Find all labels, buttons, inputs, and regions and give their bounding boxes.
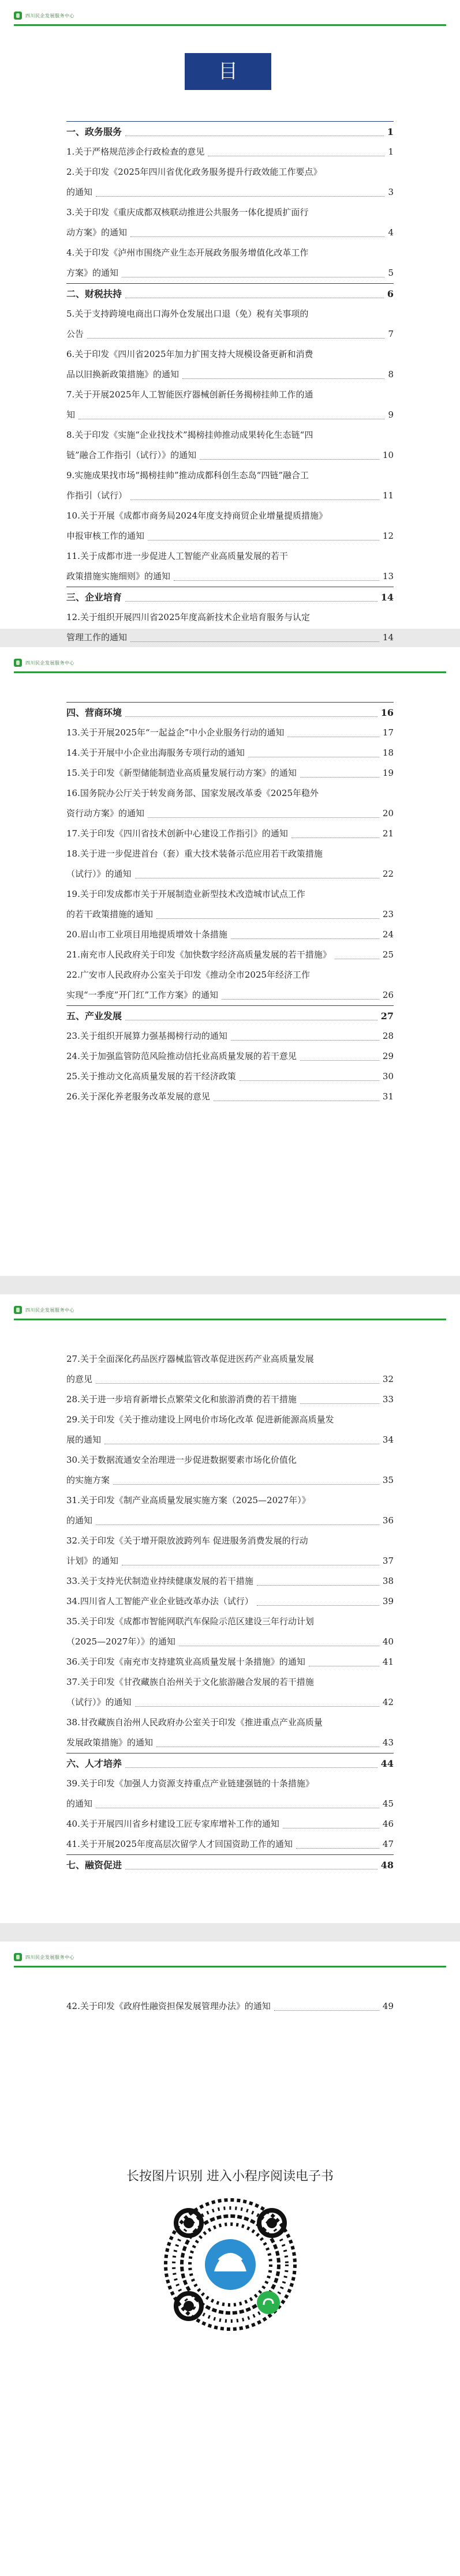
brand-name: 四川民企发展服务中心 bbox=[25, 660, 74, 666]
toc-entry-title: 24.关于加强监管防范风险推动信托业高质量发展的若干意见 bbox=[66, 1051, 297, 1061]
toc-entry-title-cont: 品以旧换新政策措施》的通知 bbox=[66, 369, 179, 380]
toc-entry-title: 11.关于成都市进一步促进人工智能产业高质量发展的若干 bbox=[66, 551, 288, 561]
toc-page-3 bbox=[0, 1294, 460, 1923]
toc-entry[interactable] bbox=[66, 844, 394, 884]
toc-entry[interactable] bbox=[66, 763, 394, 783]
toc-entry[interactable] bbox=[66, 1390, 394, 1410]
toc-entry[interactable] bbox=[66, 344, 394, 385]
toc-list bbox=[66, 1996, 394, 2017]
toc-page-number: 40 bbox=[382, 1636, 394, 1647]
toc-page-number: 25 bbox=[382, 949, 394, 960]
toc-page-number: 1 bbox=[387, 126, 394, 137]
toc-entry-title: 35.关于印发《成都市智能网联汽车保险示范区建设三年行动计划 bbox=[66, 1616, 314, 1627]
page-header bbox=[14, 1953, 74, 1961]
toc-leader bbox=[135, 1706, 379, 1707]
qr-code-icon[interactable] bbox=[161, 2195, 300, 2334]
toc-entry[interactable] bbox=[66, 243, 394, 283]
toc-leader bbox=[125, 1767, 377, 1768]
toc-page-number: 9 bbox=[388, 410, 394, 420]
toc-entry[interactable] bbox=[66, 1067, 394, 1087]
toc-entry-title-cont: 公告 bbox=[66, 329, 84, 339]
toc-entry-title: 41.关于开展2025年度高层次留学人才回国资助工作的通知 bbox=[66, 1839, 293, 1849]
header-rule bbox=[14, 1966, 446, 1967]
toc-entry-title: 42.关于印发《政府性融资担保发展管理办法》的通知 bbox=[66, 2001, 271, 2011]
toc-page-number: 14 bbox=[380, 592, 394, 603]
toc-leader bbox=[156, 918, 379, 919]
toc-page-number: 22 bbox=[382, 869, 394, 879]
toc-leader bbox=[148, 817, 379, 818]
toc-page-number: 45 bbox=[382, 1798, 394, 1809]
toc-leader bbox=[240, 1080, 379, 1081]
toc-page-number: 27 bbox=[380, 1011, 394, 1022]
toc-section[interactable] bbox=[66, 284, 394, 304]
toc-page-number: 8 bbox=[388, 369, 394, 380]
toc-entry-title-cont: 展的通知 bbox=[66, 1435, 102, 1445]
toc-entry-title: 五、产业发展 bbox=[66, 1011, 122, 1022]
header-rule bbox=[14, 24, 446, 26]
toc-leader bbox=[231, 938, 379, 939]
toc-entry[interactable] bbox=[66, 945, 394, 965]
toc-entry[interactable] bbox=[66, 884, 394, 925]
toc-entry-title-cont: （2025—2027年）》的通知 bbox=[66, 1636, 175, 1647]
toc-entry-title: 17.关于印发《四川省技术创新中心建设工作指引》的通知 bbox=[66, 828, 288, 839]
toc-entry[interactable] bbox=[66, 1046, 394, 1067]
toc-page-number: 16 bbox=[380, 707, 394, 718]
toc-leader bbox=[125, 601, 377, 602]
toc-entry[interactable] bbox=[66, 506, 394, 546]
toc-page-number: 42 bbox=[382, 1697, 394, 1707]
toc-page-number: 30 bbox=[382, 1071, 394, 1082]
toc-entry[interactable] bbox=[66, 1996, 394, 2017]
toc-entry-title-cont: 的若干政策措施的通知 bbox=[66, 909, 154, 919]
toc-page-number: 49 bbox=[382, 2001, 394, 2011]
toc-page-number: 46 bbox=[382, 1819, 394, 1829]
toc-page-number: 12 bbox=[382, 531, 394, 541]
toc-entry-title: 36.关于印发《南充市支持建筑业高质量发展十条措施》的通知 bbox=[66, 1657, 305, 1667]
toc-entry-title: 6.关于印发《四川省2025年加力扩围支持大规模设备更新和消费 bbox=[66, 349, 313, 359]
toc-entry-title-cont: 作指引（试行） bbox=[66, 490, 128, 501]
toc-leader bbox=[130, 236, 384, 237]
toc-entry-title: 28.关于进一步培育新增长点繁荣文化和旅游消费的若干措施 bbox=[66, 1394, 297, 1405]
toc-page-4 bbox=[0, 1942, 460, 2576]
toc-title: 目 录 bbox=[185, 53, 271, 90]
brand-logo-icon bbox=[14, 12, 22, 20]
toc-leader bbox=[231, 1040, 379, 1041]
toc-section[interactable] bbox=[66, 587, 394, 607]
toc-page-number: 33 bbox=[382, 1394, 394, 1405]
toc-entry-title: 37.关于印发《甘孜藏族自治州关于文化旅游融合发展的若干措施 bbox=[66, 1677, 314, 1687]
toc-entry-title: 27.关于全面深化药品医疗器械监管改革促进医药产业高质量发展 bbox=[66, 1354, 314, 1364]
toc-entry-title-cont: 知 bbox=[66, 410, 76, 420]
toc-entry[interactable] bbox=[66, 385, 394, 425]
toc-entry[interactable] bbox=[66, 1450, 394, 1490]
toc-entry-title: 三、企业培育 bbox=[66, 592, 122, 603]
toc-page-number: 7 bbox=[388, 329, 394, 339]
toc-entry[interactable] bbox=[66, 723, 394, 743]
toc-entry-title: 14.关于开展中小企业出海服务专项行动的通知 bbox=[66, 748, 245, 758]
toc-entry-title: 40.关于开展四川省乡村建设工匠专家库增补工作的通知 bbox=[66, 1819, 279, 1829]
toc-page-number: 39 bbox=[382, 1596, 394, 1606]
toc-entry-title: 39.关于印发《加强人力资源支持重点产业链建强链的十条措施》 bbox=[66, 1778, 314, 1789]
toc-page-number: 21 bbox=[382, 828, 394, 839]
toc-page-number: 34 bbox=[382, 1435, 394, 1445]
toc-entry-title-cont: 的通知 bbox=[66, 1515, 93, 1526]
toc-entry-title: 21.南充市人民政府关于印发《加快数字经济高质量发展的若干措施》 bbox=[66, 949, 331, 960]
toc-entry[interactable] bbox=[66, 304, 394, 344]
toc-entry-title-cont: 的通知 bbox=[66, 187, 93, 197]
toc-section[interactable] bbox=[66, 1006, 394, 1026]
toc-entry-title: 七、融资促进 bbox=[66, 1860, 122, 1871]
toc-entry-title: 9.实施成果找市场“揭榜挂帅”推动成都科创生态岛“四链”融合工 bbox=[66, 470, 309, 480]
toc-entry-title: 13.关于开展2025年“一起益企”中小企业服务行动的通知 bbox=[66, 727, 285, 738]
toc-entry[interactable] bbox=[66, 142, 394, 162]
toc-entry-title-cont: 管理工作的通知 bbox=[66, 632, 128, 643]
toc-entry-title: 一、政务服务 bbox=[66, 126, 122, 137]
header-rule bbox=[14, 671, 446, 673]
toc-leader bbox=[130, 641, 379, 642]
toc-entry-title: 8.关于印发《实施“企业找技术”揭榜挂帅推动成果转化生态链“四 bbox=[66, 430, 313, 440]
toc-leader bbox=[113, 1484, 379, 1485]
toc-entry-title: 2.关于印发《2025年四川省优化政务服务提升行政效能工作要点》 bbox=[66, 167, 322, 177]
toc-entry[interactable] bbox=[66, 1490, 394, 1531]
brand-name: 四川民企发展服务中心 bbox=[25, 1307, 74, 1313]
toc-entry-title-cont: 的实施方案 bbox=[66, 1475, 110, 1485]
toc-entry[interactable] bbox=[66, 1026, 394, 1046]
toc-entry[interactable] bbox=[66, 546, 394, 587]
toc-entry[interactable] bbox=[66, 925, 394, 945]
toc-entry-title: 18.关于进一步促进首台（套）重大技术装备示范应用若干政策措施 bbox=[66, 848, 323, 859]
toc-entry-title: 四、营商环境 bbox=[66, 707, 122, 718]
toc-leader bbox=[274, 2010, 379, 2011]
toc-entry-title-cont: 方案》的通知 bbox=[66, 268, 119, 278]
toc-entry-title: 23.关于组织开展算力强基揭榜行动的通知 bbox=[66, 1031, 227, 1041]
toc-entry-title: 25.关于推动文化高质量发展的若干经济政策 bbox=[66, 1071, 236, 1082]
brand-logo-icon bbox=[14, 1953, 22, 1961]
toc-page-number: 38 bbox=[382, 1576, 394, 1586]
toc-section[interactable] bbox=[66, 122, 394, 142]
toc-entry-title-cont: 实现“一季度”开门红”工作方案》的通知 bbox=[66, 990, 219, 1000]
toc-section[interactable] bbox=[66, 1855, 394, 1875]
toc-page-number: 3 bbox=[388, 187, 394, 197]
toc-leader bbox=[96, 1383, 379, 1384]
toc-entry[interactable] bbox=[66, 465, 394, 506]
toc-entry-title-cont: 计划》的通知 bbox=[66, 1556, 119, 1566]
toc-entry[interactable] bbox=[66, 1410, 394, 1450]
toc-entry-title-cont: 申报审核工作的通知 bbox=[66, 531, 145, 541]
toc-page-number: 43 bbox=[382, 1737, 394, 1748]
toc-page-number: 36 bbox=[382, 1515, 394, 1526]
toc-leader bbox=[174, 580, 379, 581]
toc-leader bbox=[257, 1585, 379, 1586]
toc-entry-title: 38.甘孜藏族自治州人民政府办公室关于印发《推进重点产业高质量 bbox=[66, 1717, 323, 1728]
toc-entry-title: 3.关于印发《重庆成都双核联动推进公共服务一体化提质扩面行 bbox=[66, 207, 309, 217]
toc-entry-title: 29.关于印发《关于推动建设上网电价市场化改革 促进新能源高质量发 bbox=[66, 1414, 334, 1425]
toc-entry-title: 5.关于支持跨境电商出口海外仓发展出口退（免）税有关事项的 bbox=[66, 309, 309, 319]
toc-entry[interactable] bbox=[66, 1814, 394, 1834]
toc-entry-title-cont: （试行）》的通知 bbox=[66, 869, 132, 879]
toc-list bbox=[66, 702, 394, 1107]
toc-entry-title-cont: 动方案》的通知 bbox=[66, 227, 128, 238]
toc-entry-title-cont: 资行动方案》的通知 bbox=[66, 808, 145, 818]
toc-entry-title: 26.关于深化养老服务改革发展的意见 bbox=[66, 1091, 210, 1102]
toc-page-number: 18 bbox=[382, 748, 394, 758]
toc-entry[interactable] bbox=[66, 743, 394, 763]
toc-entry[interactable] bbox=[66, 425, 394, 465]
toc-entry-title: 15.关于印发《新型储能制造业高质量发展行动方案》的通知 bbox=[66, 768, 297, 778]
toc-leader bbox=[96, 196, 384, 197]
toc-entry-title-cont: 链”融合工作指引（试行）》的通知 bbox=[66, 450, 197, 460]
toc-list bbox=[66, 1349, 394, 1875]
toc-leader bbox=[300, 1060, 379, 1061]
page-header bbox=[14, 659, 74, 667]
toc-page-number: 29 bbox=[382, 1051, 394, 1061]
toc-entry[interactable] bbox=[66, 1774, 394, 1814]
toc-leader bbox=[96, 1524, 379, 1525]
toc-page-number: 35 bbox=[382, 1475, 394, 1485]
toc-leader bbox=[182, 378, 384, 379]
toc-leader bbox=[87, 338, 384, 339]
toc-section[interactable] bbox=[66, 1753, 394, 1774]
toc-page-number: 17 bbox=[382, 727, 394, 738]
toc-list bbox=[66, 121, 394, 648]
page-header bbox=[14, 12, 74, 20]
brand-name: 四川民企发展服务中心 bbox=[25, 13, 74, 18]
toc-page-number: 1 bbox=[388, 147, 394, 157]
toc-entry[interactable] bbox=[66, 1713, 394, 1753]
toc-entry[interactable] bbox=[66, 1571, 394, 1591]
toc-page-number: 4 bbox=[388, 227, 394, 238]
toc-entry[interactable] bbox=[66, 607, 394, 648]
brand-logo-icon bbox=[14, 1306, 22, 1314]
toc-entry-title-cont: 发展政策措施》的通知 bbox=[66, 1737, 154, 1748]
toc-entry[interactable] bbox=[66, 1834, 394, 1854]
toc-page-number: 14 bbox=[382, 632, 394, 643]
toc-page-number: 41 bbox=[382, 1657, 394, 1667]
toc-entry[interactable] bbox=[66, 1349, 394, 1390]
toc-leader bbox=[257, 1605, 379, 1606]
toc-entry[interactable] bbox=[66, 965, 394, 1005]
brand-logo-icon bbox=[14, 659, 22, 667]
toc-page-number: 6 bbox=[387, 288, 394, 299]
toc-entry[interactable] bbox=[66, 1612, 394, 1652]
toc-section[interactable] bbox=[66, 703, 394, 723]
toc-page-number: 44 bbox=[380, 1758, 394, 1769]
toc-page-number: 37 bbox=[382, 1556, 394, 1566]
toc-entry-title: 4.关于印发《泸州市围绕产业生态开展政务服务增值化改革工作 bbox=[66, 247, 309, 258]
toc-entry-title: 二、财税扶持 bbox=[66, 288, 122, 299]
toc-entry-title-cont: （试行）》的通知 bbox=[66, 1697, 132, 1707]
toc-entry-title-cont: 的意见 bbox=[66, 1374, 93, 1384]
toc-entry-title: 19.关于印发成都市关于开展制造业新型技术改造城市试点工作 bbox=[66, 889, 305, 899]
toc-entry-title: 32.关于印发《关于增开限放波跨列车 促进服务消费发展的行动 bbox=[66, 1535, 308, 1546]
mini-program-icon bbox=[257, 2291, 280, 2314]
toc-entry[interactable] bbox=[66, 202, 394, 243]
toc-page-number: 26 bbox=[382, 990, 394, 1000]
toc-page-2 bbox=[0, 647, 460, 1276]
toc-entry[interactable] bbox=[66, 824, 394, 844]
toc-leader bbox=[222, 999, 379, 1000]
brand-name: 四川民企发展服务中心 bbox=[25, 1954, 74, 1960]
toc-page-number: 48 bbox=[380, 1860, 394, 1871]
toc-page-number: 23 bbox=[382, 909, 394, 919]
toc-page-number: 11 bbox=[382, 490, 394, 501]
qr-caption: 长按图片识别 进入小程序阅读电子书 bbox=[126, 2169, 334, 2184]
toc-entry-title-cont: 政策措施实施细则》的通知 bbox=[66, 571, 171, 581]
toc-page-number: 20 bbox=[382, 808, 394, 818]
toc-page-number: 13 bbox=[382, 571, 394, 581]
toc-page-1 bbox=[0, 0, 460, 643]
toc-page-number: 5 bbox=[388, 268, 394, 278]
toc-page-number: 28 bbox=[382, 1031, 394, 1041]
header-rule bbox=[14, 1319, 446, 1320]
toc-page-number: 32 bbox=[382, 1374, 394, 1384]
toc-entry-title: 六、人才培养 bbox=[66, 1758, 122, 1769]
toc-leader bbox=[200, 459, 379, 460]
toc-entry[interactable] bbox=[66, 1652, 394, 1672]
toc-leader bbox=[300, 777, 379, 778]
toc-entry[interactable] bbox=[66, 162, 394, 202]
toc-page-number: 47 bbox=[382, 1839, 394, 1849]
toc-entry-title: 33.关于支持光伏制造业持续健康发展的若干措施 bbox=[66, 1576, 253, 1586]
toc-entry-title: 10.关于开展《成都市商务局2024年度支持商贸企业增量提质措施》 bbox=[66, 510, 328, 521]
toc-leader bbox=[300, 1403, 379, 1404]
toc-leader bbox=[125, 716, 377, 717]
toc-entry-title: 1.关于严格规范涉企行政检查的意见 bbox=[66, 147, 205, 157]
page-header bbox=[14, 1306, 74, 1314]
toc-entry[interactable] bbox=[66, 1591, 394, 1612]
toc-entry[interactable] bbox=[66, 783, 394, 824]
toc-entry-title-cont: 的通知 bbox=[66, 1798, 93, 1809]
toc-entry-title: 12.关于组织开展四川省2025年度高新技术企业培育服务与认定 bbox=[66, 612, 311, 622]
toc-leader bbox=[296, 1848, 379, 1849]
toc-entry[interactable] bbox=[66, 1531, 394, 1571]
toc-entry-title: 7.关于开展2025年人工智能医疗器械创新任务揭榜挂帅工作的通 bbox=[66, 389, 313, 400]
toc-page-number: 24 bbox=[382, 929, 394, 940]
toc-entry-title: 16.国务院办公厅关于转发商务部、国家发展改革委《2025年稳外 bbox=[66, 788, 319, 798]
toc-page-number: 19 bbox=[382, 768, 394, 778]
toc-page-number: 10 bbox=[382, 450, 394, 460]
toc-entry[interactable] bbox=[66, 1087, 394, 1107]
toc-entry-title: 22.广安市人民政府办公室关于印发《推动全市2025年经济工作 bbox=[66, 970, 311, 980]
toc-entry-title: 20.眉山市工业项目用地提质增效十条措施 bbox=[66, 929, 227, 940]
toc-entry-title: 31.关于印发《制产业高质量发展实施方案（2025—2027年）》 bbox=[66, 1495, 311, 1505]
toc-entry-title: 30.关于数据流通安全治理进一步促进数据要素市场化价值化 bbox=[66, 1455, 297, 1465]
toc-entry-title: 34.四川省人工智能产业企业链改革办法（试行） bbox=[66, 1596, 253, 1606]
toc-entry[interactable] bbox=[66, 1672, 394, 1713]
toc-page-number: 31 bbox=[382, 1091, 394, 1102]
